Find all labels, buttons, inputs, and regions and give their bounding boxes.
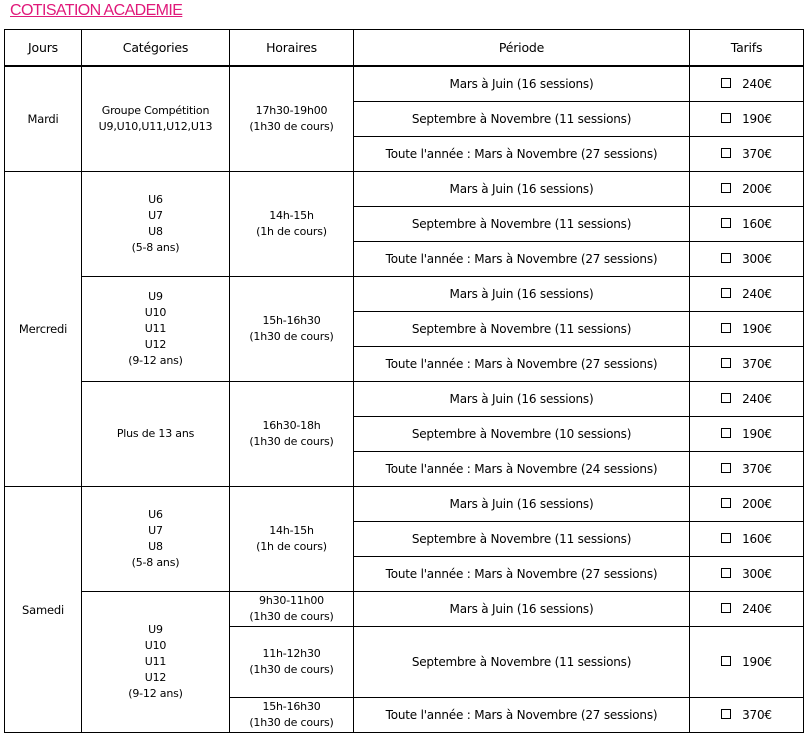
category-line: U9 <box>148 290 163 303</box>
price: 190€ <box>742 112 772 126</box>
category-cell <box>82 66 230 172</box>
schedule-time: 14h-15h <box>269 524 314 537</box>
checkbox[interactable] <box>721 463 731 473</box>
period-cell: Septembre à Novembre (11 sessions) <box>354 207 690 242</box>
schedule-time: 9h30-11h00 <box>259 594 324 607</box>
category-cell <box>82 172 230 277</box>
schedule-time: 16h30-18h <box>262 419 321 432</box>
category-cell <box>82 592 230 733</box>
checkbox[interactable] <box>721 603 731 613</box>
price: 240€ <box>742 287 772 301</box>
price-cell <box>690 66 804 102</box>
checkbox[interactable] <box>721 148 731 158</box>
day-cell-mercredi: Mercredi <box>5 172 82 487</box>
schedule-cell <box>230 698 354 733</box>
price: 370€ <box>742 147 772 161</box>
schedule-duration: (1h30 de cours) <box>249 663 334 676</box>
period-cell: Mars à Juin (16 sessions) <box>354 277 690 312</box>
price: 160€ <box>742 532 772 546</box>
category-line: U12 <box>144 671 167 684</box>
price: 200€ <box>742 497 772 511</box>
checkbox[interactable] <box>721 323 731 333</box>
checkbox[interactable] <box>721 656 731 666</box>
category-line: U7 <box>148 209 163 222</box>
price: 300€ <box>742 252 772 266</box>
period-cell: Septembre à Novembre (10 sessions) <box>354 417 690 452</box>
price-cell <box>690 417 804 452</box>
category-line: U9 <box>148 623 163 636</box>
period-cell: Mars à Juin (16 sessions) <box>354 172 690 207</box>
price-cell <box>690 557 804 592</box>
table-row <box>5 487 804 522</box>
price: 160€ <box>742 217 772 231</box>
period-cell: Septembre à Novembre (11 sessions) <box>354 312 690 347</box>
period-cell: Mars à Juin (16 sessions) <box>354 66 690 102</box>
category-line: U9,U10,U11,U12,U13 <box>98 120 213 133</box>
header-horaires: Horaires <box>230 30 354 67</box>
price-cell <box>690 207 804 242</box>
period-cell: Toute l'année : Mars à Novembre (27 sessions) <box>354 557 690 592</box>
schedule-time: 15h-16h30 <box>262 314 321 327</box>
category-line: U8 <box>148 540 163 553</box>
price: 370€ <box>742 357 772 371</box>
period-cell: Septembre à Novembre (11 sessions) <box>354 102 690 137</box>
category-line: Plus de 13 ans <box>116 427 195 440</box>
header-jours: Jours <box>5 30 82 67</box>
price: 370€ <box>742 708 772 722</box>
checkbox[interactable] <box>721 498 731 508</box>
period-cell: Septembre à Novembre (11 sessions) <box>354 522 690 557</box>
period-cell: Toute l'année : Mars à Novembre (27 sessions) <box>354 698 690 733</box>
table-row <box>5 592 804 627</box>
checkbox[interactable] <box>721 393 731 403</box>
period-cell: Toute l'année : Mars à Novembre (27 sessions) <box>354 347 690 382</box>
price-cell <box>690 522 804 557</box>
price: 300€ <box>742 567 772 581</box>
period-cell: Toute l'année : Mars à Novembre (27 sessions) <box>354 137 690 172</box>
schedule-time: 15h-16h30 <box>262 700 321 713</box>
header-tarifs: Tarifs <box>690 30 804 67</box>
schedule-cell <box>230 382 354 487</box>
price: 240€ <box>742 602 772 616</box>
table-row <box>5 382 804 417</box>
period-cell: Toute l'année : Mars à Novembre (24 sessions) <box>354 452 690 487</box>
checkbox[interactable] <box>721 288 731 298</box>
price-cell <box>690 452 804 487</box>
schedule-cell <box>230 487 354 592</box>
period-cell: Toute l'année : Mars à Novembre (27 sessions) <box>354 242 690 277</box>
price: 240€ <box>742 392 772 406</box>
price: 370€ <box>742 462 772 476</box>
price: 190€ <box>742 655 772 669</box>
checkbox[interactable] <box>721 358 731 368</box>
category-cell <box>82 382 230 487</box>
schedule-time: 11h-12h30 <box>262 647 321 660</box>
checkbox[interactable] <box>721 253 731 263</box>
period-cell: Mars à Juin (16 sessions) <box>354 592 690 627</box>
checkbox[interactable] <box>721 183 731 193</box>
checkbox[interactable] <box>721 568 731 578</box>
category-cell <box>82 277 230 382</box>
schedule-cell <box>230 66 354 172</box>
page-title: COTISATION ACADEMIE <box>10 2 183 19</box>
category-line: U11 <box>144 322 167 335</box>
checkbox[interactable] <box>721 113 731 123</box>
period-cell: Mars à Juin (16 sessions) <box>354 487 690 522</box>
period-cell: Septembre à Novembre (11 sessions) <box>354 627 690 698</box>
schedule-duration: (1h30 de cours) <box>249 716 334 729</box>
price: 200€ <box>742 182 772 196</box>
price-cell <box>690 347 804 382</box>
category-line: U11 <box>144 655 167 668</box>
schedule-duration: (1h30 de cours) <box>249 330 334 343</box>
price-cell <box>690 277 804 312</box>
schedule-cell <box>230 627 354 698</box>
schedule-duration: (1h de cours) <box>256 225 327 238</box>
price-cell <box>690 382 804 417</box>
category-line: (5-8 ans) <box>131 556 180 569</box>
price-cell <box>690 242 804 277</box>
price-cell <box>690 487 804 522</box>
price-cell <box>690 137 804 172</box>
category-line: (9-12 ans) <box>128 687 183 700</box>
header-row <box>5 30 804 67</box>
header-categories: Catégories <box>82 30 230 67</box>
cotisation-table <box>4 29 804 733</box>
price-cell <box>690 312 804 347</box>
schedule-time: 17h30-19h00 <box>255 104 328 117</box>
table-row <box>5 172 804 207</box>
category-line: Groupe Compétition <box>101 104 210 117</box>
header-periode: Période <box>354 30 690 67</box>
category-line: U10 <box>144 306 167 319</box>
checkbox[interactable] <box>721 78 731 88</box>
category-line: U6 <box>148 193 163 206</box>
table-row <box>5 66 804 102</box>
schedule-time: 14h-15h <box>269 209 314 222</box>
checkbox[interactable] <box>721 428 731 438</box>
schedule-cell <box>230 172 354 277</box>
category-line: U8 <box>148 225 163 238</box>
category-line: (9-12 ans) <box>128 354 183 367</box>
checkbox[interactable] <box>721 218 731 228</box>
category-line: U6 <box>148 508 163 521</box>
schedule-cell <box>230 277 354 382</box>
price: 190€ <box>742 322 772 336</box>
price: 190€ <box>742 427 772 441</box>
checkbox[interactable] <box>721 533 731 543</box>
table-row <box>5 277 804 312</box>
schedule-duration: (1h de cours) <box>256 540 327 553</box>
schedule-duration: (1h30 de cours) <box>249 435 334 448</box>
price-cell <box>690 627 804 698</box>
schedule-cell <box>230 592 354 627</box>
category-cell <box>82 487 230 592</box>
price-cell <box>690 102 804 137</box>
checkbox[interactable] <box>721 709 731 719</box>
category-line: U7 <box>148 524 163 537</box>
day-cell-mardi: Mardi <box>5 66 82 172</box>
period-cell: Mars à Juin (16 sessions) <box>354 382 690 417</box>
category-line: U10 <box>144 639 167 652</box>
price-cell <box>690 172 804 207</box>
schedule-duration: (1h30 de cours) <box>249 120 334 133</box>
category-line: U12 <box>144 338 167 351</box>
category-line: (5-8 ans) <box>131 241 180 254</box>
day-cell-samedi: Samedi <box>5 487 82 733</box>
price-cell <box>690 592 804 627</box>
price-cell <box>690 698 804 733</box>
schedule-duration: (1h30 de cours) <box>249 610 334 623</box>
price: 240€ <box>742 77 772 91</box>
